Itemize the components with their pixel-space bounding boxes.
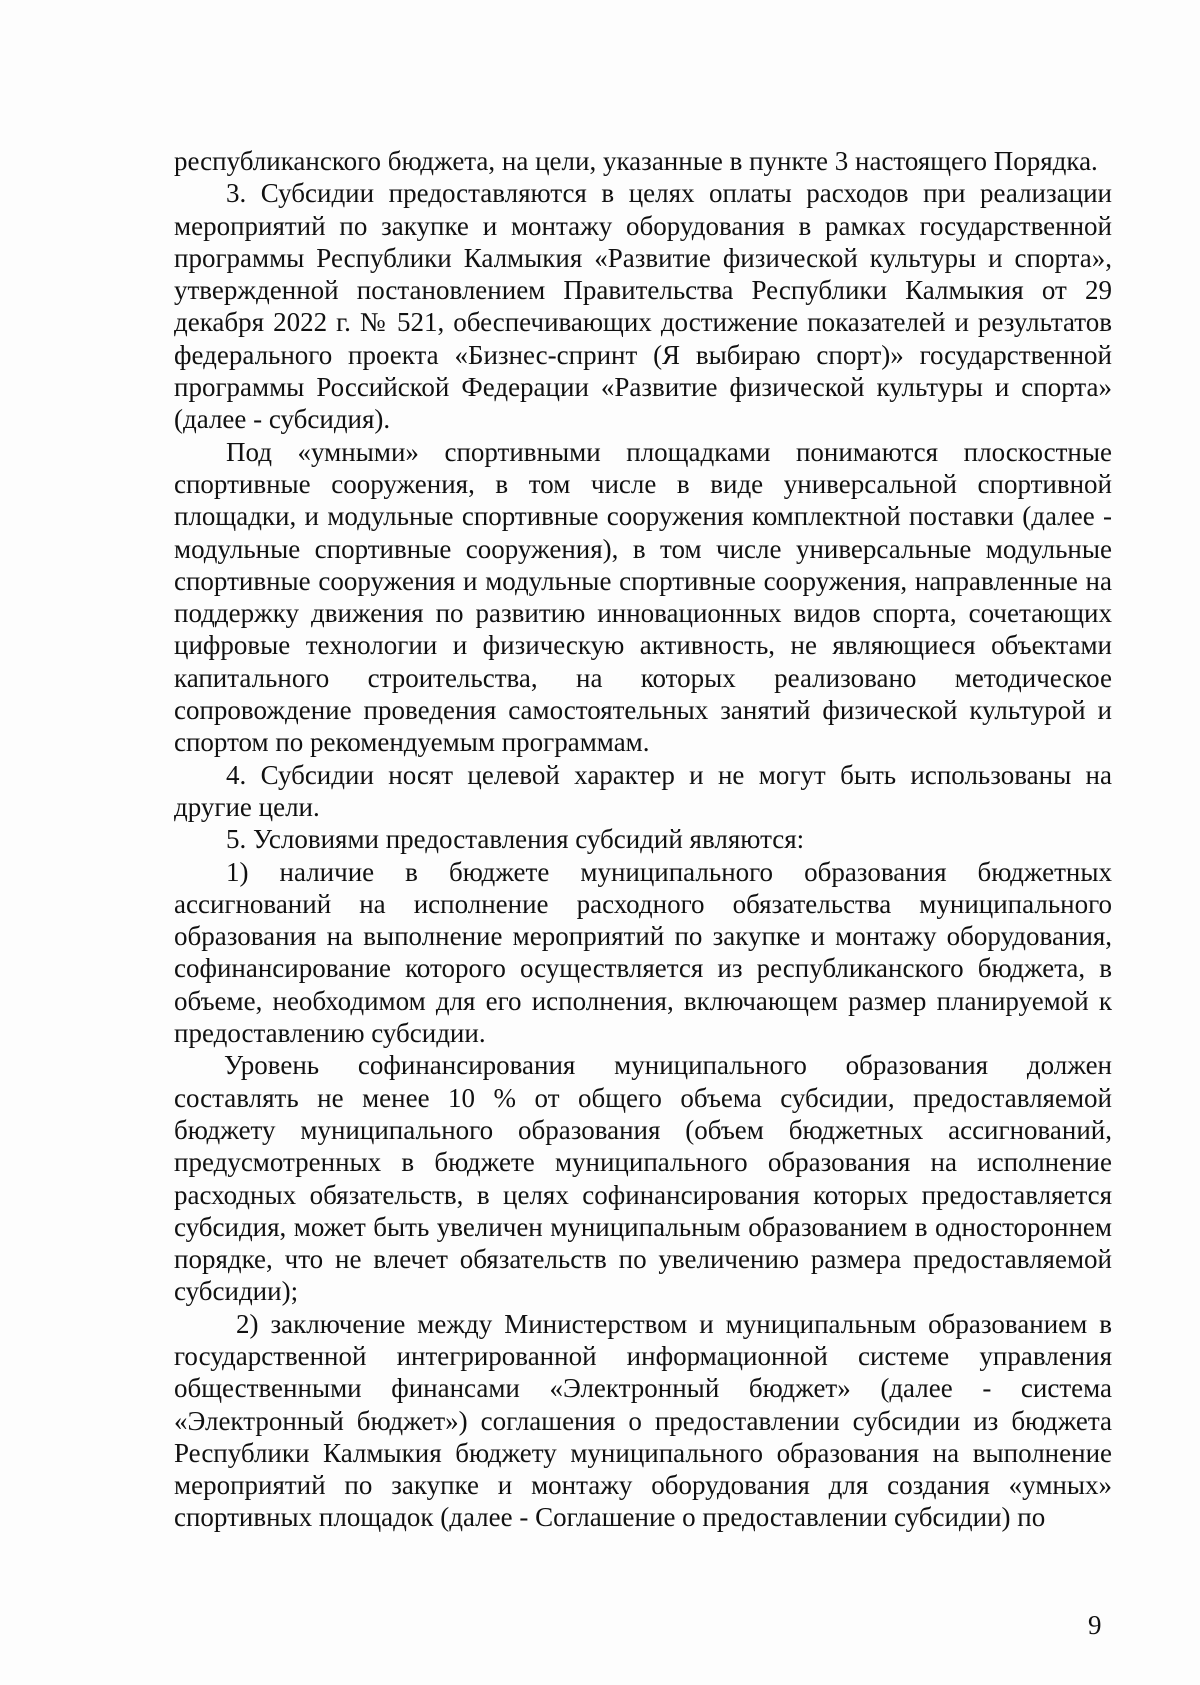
paragraph-condition-1: 1) наличие в бюджете муниципального образования бюджетных ассигнований на исполнение расходного обязательства муниципального образования на выполнение мероприятий по закупке и монтажу оборудования, софинансирование которого осуществляется из республиканского бюджета, в объеме, необходимом для его исполнения, включающем размер планируемой к предоставлению субсидии.: [174, 856, 1112, 1049]
paragraph-continuation: республиканского бюджета, на цели, указанные в пункте 3 настоящего Порядка.: [174, 146, 1098, 176]
paragraph-item-5: 5. Условиями предоставления субсидий являются:: [226, 824, 805, 855]
page-number: 9: [1088, 1610, 1102, 1640]
document-body: [174, 145, 1112, 1534]
paragraph-smart-grounds-definition: Под «умными» спортивными площадками понимаются плоскостные спортивные сооружения, в том числе в виде универсальной спортивной площадки, и модульные спортивные сооружения комплектной поставки (далее - модульные спортивные сооружения), в том числе универсальные модульные спортивные сооружения и модульные спортивные сооружения, направленные на поддержку движения по развитию инновационных видов спорта, сочетающих цифровые технологии и физическую активность, не являющиеся объектами капитального строительства, на которых реализовано методическое сопровождение проведения самостоятельных занятий физической культурой и спортом по рекомендуемым программам.: [174, 436, 1112, 758]
paragraph-cofinancing-level: Уровень софинансирования муниципального образования должен составлять не менее 10 % от общего объема субсидии, предоставляемой бюджету муниципального образования (объем бюджетных ассигнований, предусмотренных в бюджете муниципального образования на исполнение расходных обязательств, в целях софинансирования которых предоставляется субсидия, может быть увеличен муниципальным образованием в одностороннем порядке, что не влечет обязательств по увеличению размера предоставляемой субсидии);: [174, 1050, 1112, 1307]
paragraph-item-3: 3. Субсидии предоставляются в целях оплаты расходов при реализации мероприятий по закупке и монтажу оборудования в рамках государственной программы Республики Калмыкия «Развитие физической культуры и спорта», утвержденной постановлением Правительства Республики Калмыкия от 29 декабря 2022 г. № 521, обеспечивающих достижение показателей и результатов федерального проекта «Бизнес-спринт (Я выбираю спорт)» государственной программы Российской Федерации «Развитие физической культуры и спорта» (далее - субсидия).: [174, 178, 1112, 435]
paragraph-condition-2: 2) заключение между Министерством и муниципальным образованием в государственной интегрированной информационной системе управления общественными финансами «Электронный бюджет» (далее - система «Электронный бюджет») соглашения о предоставлении субсидии из бюджета Республики Калмыкия бюджету муниципального образования на выполнение мероприятий по закупке и монтажу оборудования для создания «умных» спортивных площадок (далее - Соглашение о предоставлении субсидии) по: [174, 1308, 1112, 1533]
paragraph-item-4: 4. Субсидии носят целевой характер и не могут быть использованы на другие цели.: [174, 759, 1112, 822]
